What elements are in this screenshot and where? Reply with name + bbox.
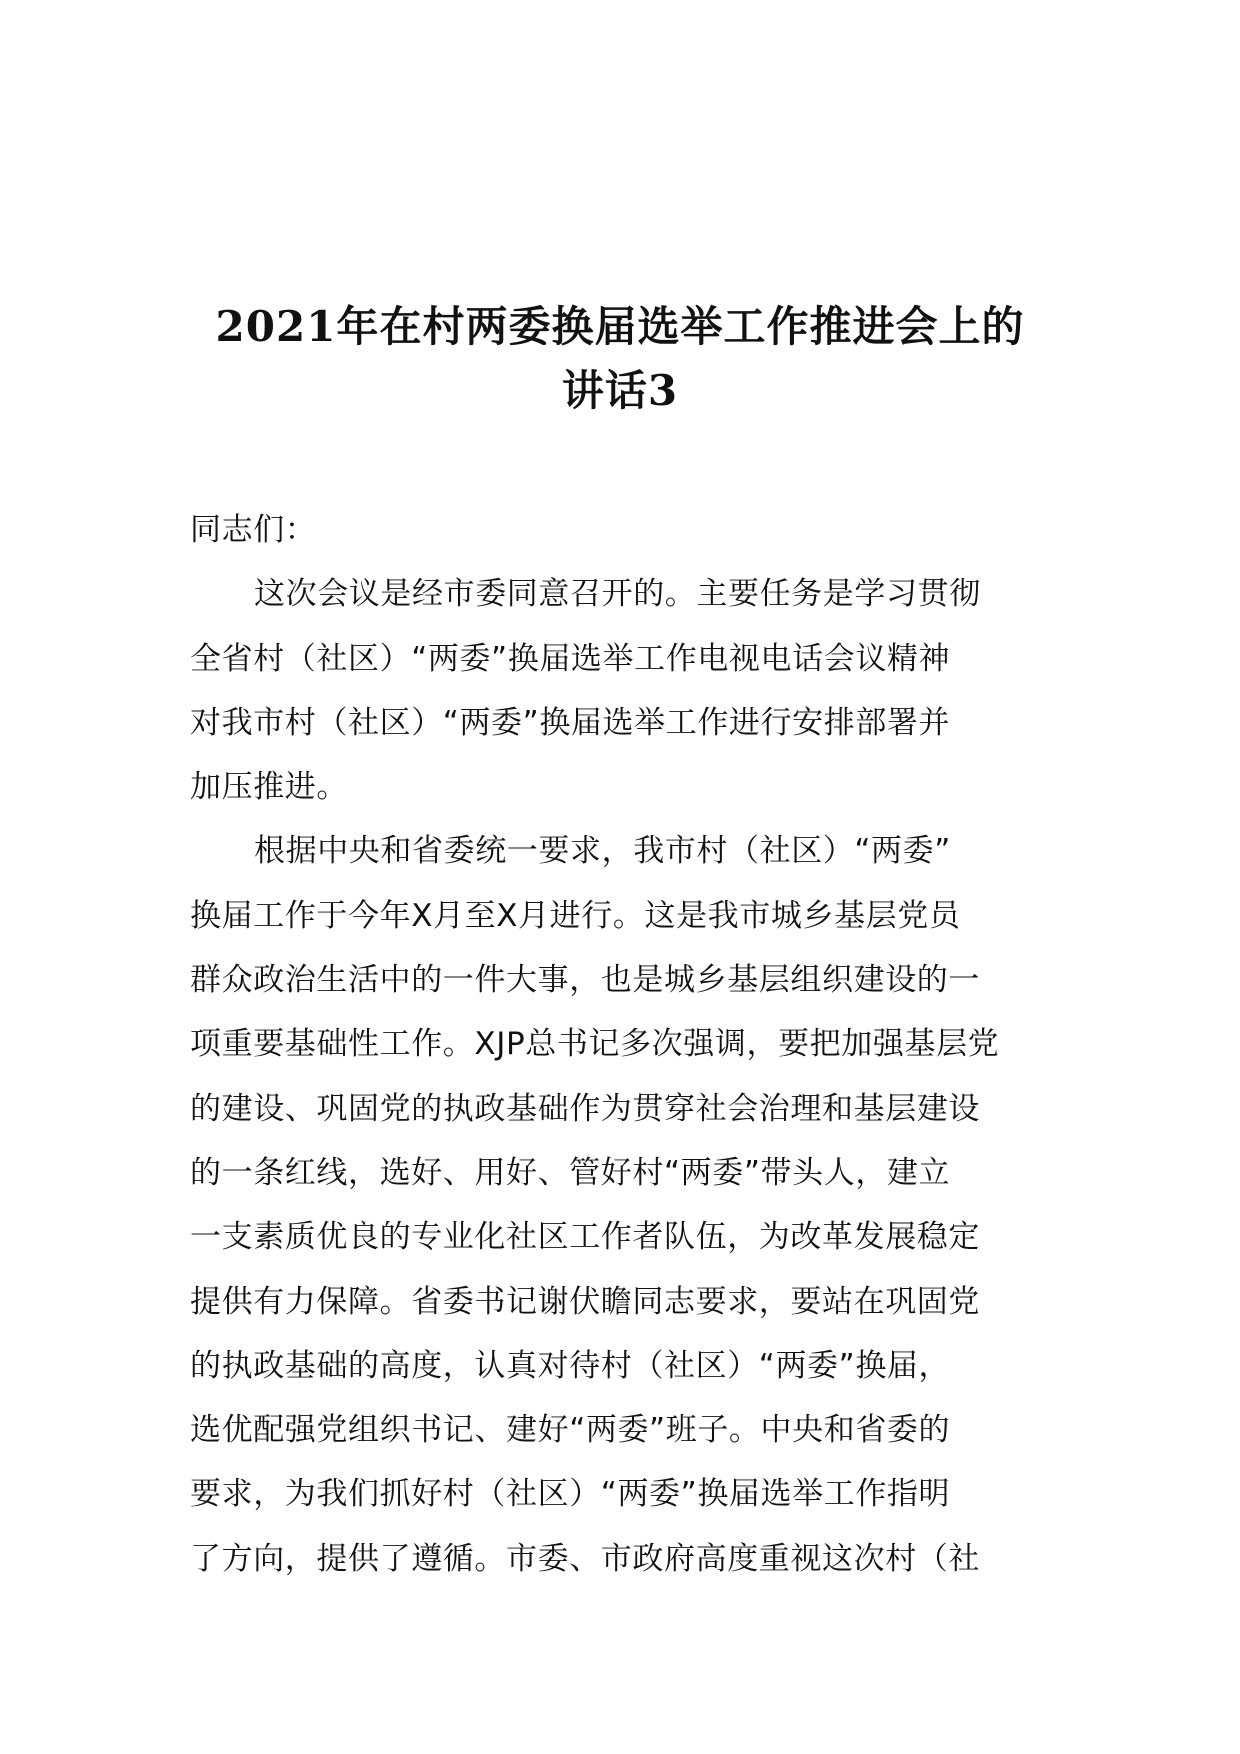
paragraph-line: 根据中央和省委统一要求，我市村（社区）“两委” [254,833,951,870]
paragraph-line: 加压推进。 [190,769,348,806]
paragraph-line: 选优配强党组织书记、建好“两委”班子。中央和省委的 [190,1412,951,1449]
paragraph-line: 的建设、巩固党的执政基础作为贯穿社会治理和基层建设 [190,1090,980,1127]
paragraph-line: 一支素质优良的专业化社区工作者队伍，为改革发展稳定 [190,1219,980,1256]
document-title [150,295,1090,423]
paragraph-line: 这次会议是经市委同意召开的。主要任务是学习贯彻 [254,576,981,613]
paragraph-line: 的执政基础的高度，认真对待村（社区）“两委”换届， [190,1347,951,1384]
paragraph-2 [190,819,1056,1591]
paragraph-line: 提供有力保障。省委书记谢伏瞻同志要求，要站在巩固党 [190,1283,980,1320]
paragraph-line: 要求，为我们抓好村（社区）“两委”换届选举工作指明 [190,1476,951,1513]
title-line-2: 讲话3 [561,366,679,415]
paragraph-line: 换届工作于今年X月至X月进行。这是我市城乡基层党员 [190,897,961,934]
paragraph-line: 对我市村（社区）“两委”换届选举工作进行安排部署并 [190,704,951,741]
paragraph-line: 全省村（社区）“两委”换届选举工作电视电话会议精神 [190,640,951,677]
document-body [190,498,1056,1591]
paragraph-line: 的一条红线，选好、用好、管好村“两委”带头人，建立 [190,1154,951,1191]
paragraph-line: 了方向，提供了遵循。市委、市政府高度重视这次村（社 [190,1540,980,1577]
paragraph-line: 群众政治生活中的一件大事，也是城乡基层组织建设的一 [190,962,980,999]
salutation: 同志们： [190,512,317,548]
title-line-1: 2021年在村两委换届选举工作推进会上的 [215,302,1025,351]
paragraph-line: 项重要基础性工作。XJP总书记多次强调，要把加强基层党 [190,1026,1000,1063]
paragraph-1 [190,562,1056,819]
